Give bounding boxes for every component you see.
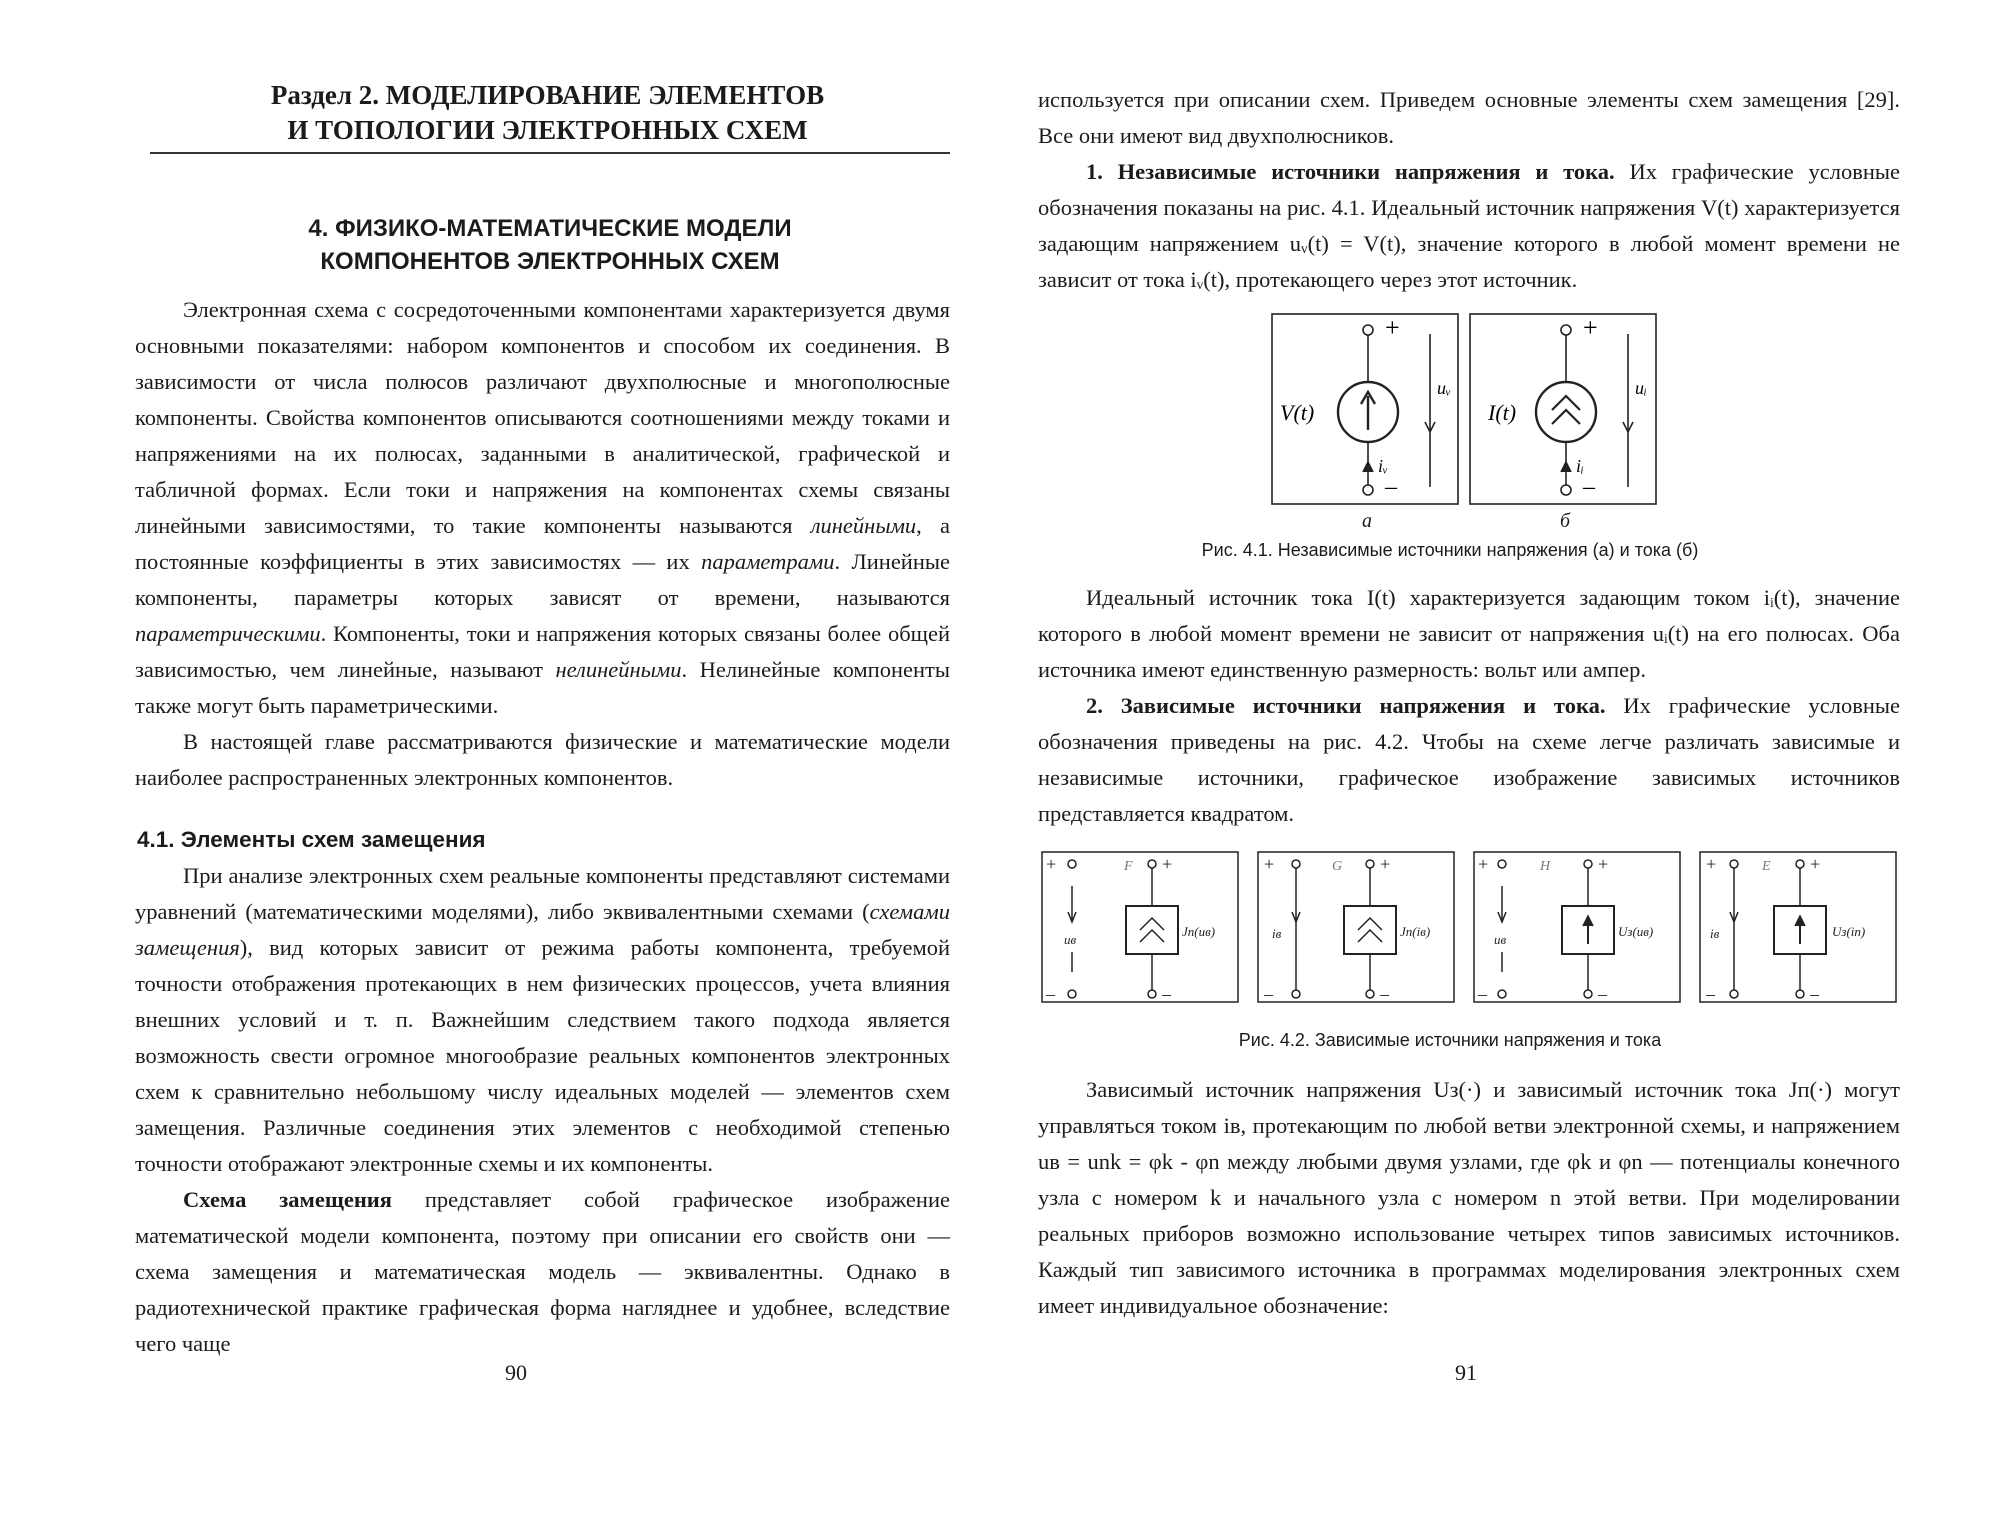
fig2-h-src: Uз(uв) [1618, 924, 1654, 939]
right-page [1000, 0, 2000, 1515]
svg-text:–: – [1810, 984, 1819, 1004]
figure-4-2 [1040, 848, 1900, 1008]
paragraph-chapter-scope: В настоящей главе рассматриваются физические и математические модели наиболее распространенных электронных компонентов. [135, 729, 950, 790]
svg-text:–: – [1598, 984, 1607, 1004]
fig1-label-a: а [1362, 510, 1372, 532]
svg-text:–: – [1264, 984, 1273, 1004]
dependent-source-e [1700, 852, 1896, 1002]
svg-text:–: – [1162, 984, 1171, 1004]
svg-text:+: + [1810, 854, 1821, 874]
fig2-e-src: Uз(iп) [1832, 924, 1866, 939]
fig1-label-b: б [1560, 510, 1571, 532]
chapter-title [150, 212, 950, 278]
fig1-caption: Рис. 4.1. Независимые источники напряжения (а) и тока (б) [1201, 540, 1699, 560]
right-body-bottom [1038, 1072, 1900, 1324]
fig1a-terminal-top [1363, 325, 1373, 335]
svg-text:+: + [1162, 854, 1173, 874]
svg-text:–: – [1380, 984, 1389, 1004]
svg-text:+: + [1046, 854, 1057, 874]
paragraph-equivalent-circuit: Схема замещения представляет собой графическое изображение математической модели компонента, поэтому при описании его свойств они — схема замещения и математическая модель — эквивалентны. Однако в радиотехнической практике графическая форма нагляднее и удобнее, вследствие чего чаще [135, 1187, 950, 1356]
fig2-g-src: Jп(iв) [1400, 924, 1431, 939]
page-number-right: 91 [1455, 1360, 1477, 1385]
svg-text:–: – [1706, 984, 1715, 1004]
fig2-e-letter: E [1762, 859, 1771, 874]
fig1a-minus: – [1385, 474, 1397, 500]
fig2-g-ctrl: iв [1272, 926, 1282, 941]
fig1b-u-label: uᵢ [1635, 378, 1647, 398]
fig2-f-src: Jп(uв) [1182, 924, 1216, 939]
section-title-line1: Раздел 2. МОДЕЛИРОВАНИЕ ЭЛЕМЕНТОВ [270, 80, 825, 110]
svg-text:+: + [1478, 854, 1489, 874]
left-body [135, 292, 950, 1362]
fig1b-plus: + [1583, 313, 1598, 342]
fig2-e-ctrl: iв [1710, 926, 1720, 941]
svg-text:+: + [1380, 854, 1391, 874]
svg-text:–: – [1478, 984, 1487, 1004]
fig1a-plus: + [1385, 313, 1400, 342]
fig1a-source-label: V(t) [1280, 400, 1315, 425]
fig2-h-ctrl: uв [1494, 932, 1507, 947]
svg-text:+: + [1706, 854, 1717, 874]
fig1b-minus: – [1583, 474, 1595, 500]
page-number-left: 90 [505, 1360, 527, 1385]
section-rule [150, 152, 950, 154]
subsection-title: 4.1. Элементы схем замещения [137, 827, 486, 852]
paragraph-analysis: При анализе электронных схем реальные компоненты представляют системами уравнений (математическими моделями), либо эквивалентными схемами (схемами замещения), вид которых зависит от режима работы компонента, требуемой точности отображения протекающих в нем физических процессов, учета влияния внешних условий и т. п. Важнейшим следствием такого подхода является возможность свести огромное многообразие реальных компонентов электронных схем к сравнительно небольшому числу идеальных моделей — элементов схем замещения. Различные соединения этих элементов с необходимой степенью точности отображают электронные схемы и их компоненты. [135, 863, 950, 1176]
fig1a-i-label: iᵥ [1378, 456, 1389, 476]
right-body-middle [1038, 580, 1900, 832]
fig1a-terminal-bottom [1363, 485, 1373, 495]
fig2-caption: Рис. 4.2. Зависимые источники напряжения и тока [1238, 1030, 1662, 1050]
fig1a-u-label: uᵥ [1437, 378, 1452, 398]
section-title [145, 78, 950, 148]
paragraph-current-source: Идеальный источник тока I(t) характеризуется задающим током iᵢ(t), значение которого в любой момент времени не зависит от напряжения uᵢ(t) на его полюсах. Оба источника имеют единственную размерность: вольт или ампер. [1038, 585, 1900, 682]
fig1b-i-label: iᵢ [1576, 456, 1584, 476]
paragraph-dependent-control: Зависимый источник напряжения Uз(·) и зависимый источник тока Jп(·) могут управляться током iв, протекающим по любой ветви электронной схемы, и напряжением uв = unk = φk - φn между любыми двумя узлами, где φk и φn — потенциалы конечного узла с номером k и начального узла с номером n этой ветви. При моделировании реальных приборов возможно использование четырех типов зависимых источников. Каждый тип зависимого источника в программах моделирования электронных схем имеет индивидуальное обозначение: [1038, 1077, 1900, 1318]
paragraph-independent-sources: 1. Независимые источники напряжения и тока. Их графические условные обозначения показаны на рис. 4.1. Идеальный источник напряжения V(t) характеризуется задающим напряжением uᵥ(t) = V(t), значение которого в любой момент времени не зависит от тока iᵥ(t), протекающего через этот источник. [1038, 159, 1900, 292]
svg-text:+: + [1264, 854, 1275, 874]
fig2-f-letter: F [1124, 859, 1133, 874]
svg-text:+: + [1598, 854, 1609, 874]
svg-text:–: – [1046, 984, 1055, 1004]
chapter-title-line2: КОМПОНЕНТОВ ЭЛЕКТРОННЫХ СХЕМ [320, 248, 780, 275]
current-source-circle [1536, 382, 1596, 442]
fig2-f-ctrl: uв [1064, 932, 1077, 947]
section-title-line2: И ТОПОЛОГИИ ЭЛЕКТРОННЫХ СХЕМ [287, 115, 808, 145]
paragraph-intro: Электронная схема с сосредоточенными компонентами характеризуется двумя основными показателями: набором компонентов и способом их соединения. В зависимости от числа полюсов различают двухполюсные и многополюсные компоненты. Свойства компонентов описываются соотношениями между токами и напряжениями на их полюсах, заданными в аналитической, графической и табличной формах. Если токи и напряжения на компонентах схемы связаны линейными зависимостями, то такие компоненты называются линейными, а постоянные коэффициенты в этих зависимостях — их параметрами. Линейные компоненты, параметры которых зависят от времени, называются параметрическими. Компоненты, токи и напряжения которых связаны более общей зависимостью, чем линейные, называют нелинейными. Нелинейные компоненты также могут быть параметрическими. [135, 297, 950, 718]
fig2-g-letter: G [1332, 859, 1343, 874]
paragraph-dependent-sources: 2. Зависимые источники напряжения и тока. Их графические условные обозначения приведены на рис. 4.2. Чтобы на схеме легче различать зависимые и независимые источники, графическое изображение зависимых источников представляется квадратом. [1038, 693, 1900, 826]
figure-4-1 [1270, 312, 1660, 512]
right-body-top [1038, 82, 1900, 298]
chapter-title-line1: 4. ФИЗИКО-МАТЕМАТИЧЕСКИЕ МОДЕЛИ [308, 215, 792, 242]
fig2-h-letter: H [1540, 859, 1551, 874]
fig1b-source-label: I(t) [1488, 400, 1517, 425]
paragraph-continuation: используется при описании схем. Приведем основные элементы схем замещения [29]. Все они имеют вид двухполюсников. [1038, 87, 1900, 148]
